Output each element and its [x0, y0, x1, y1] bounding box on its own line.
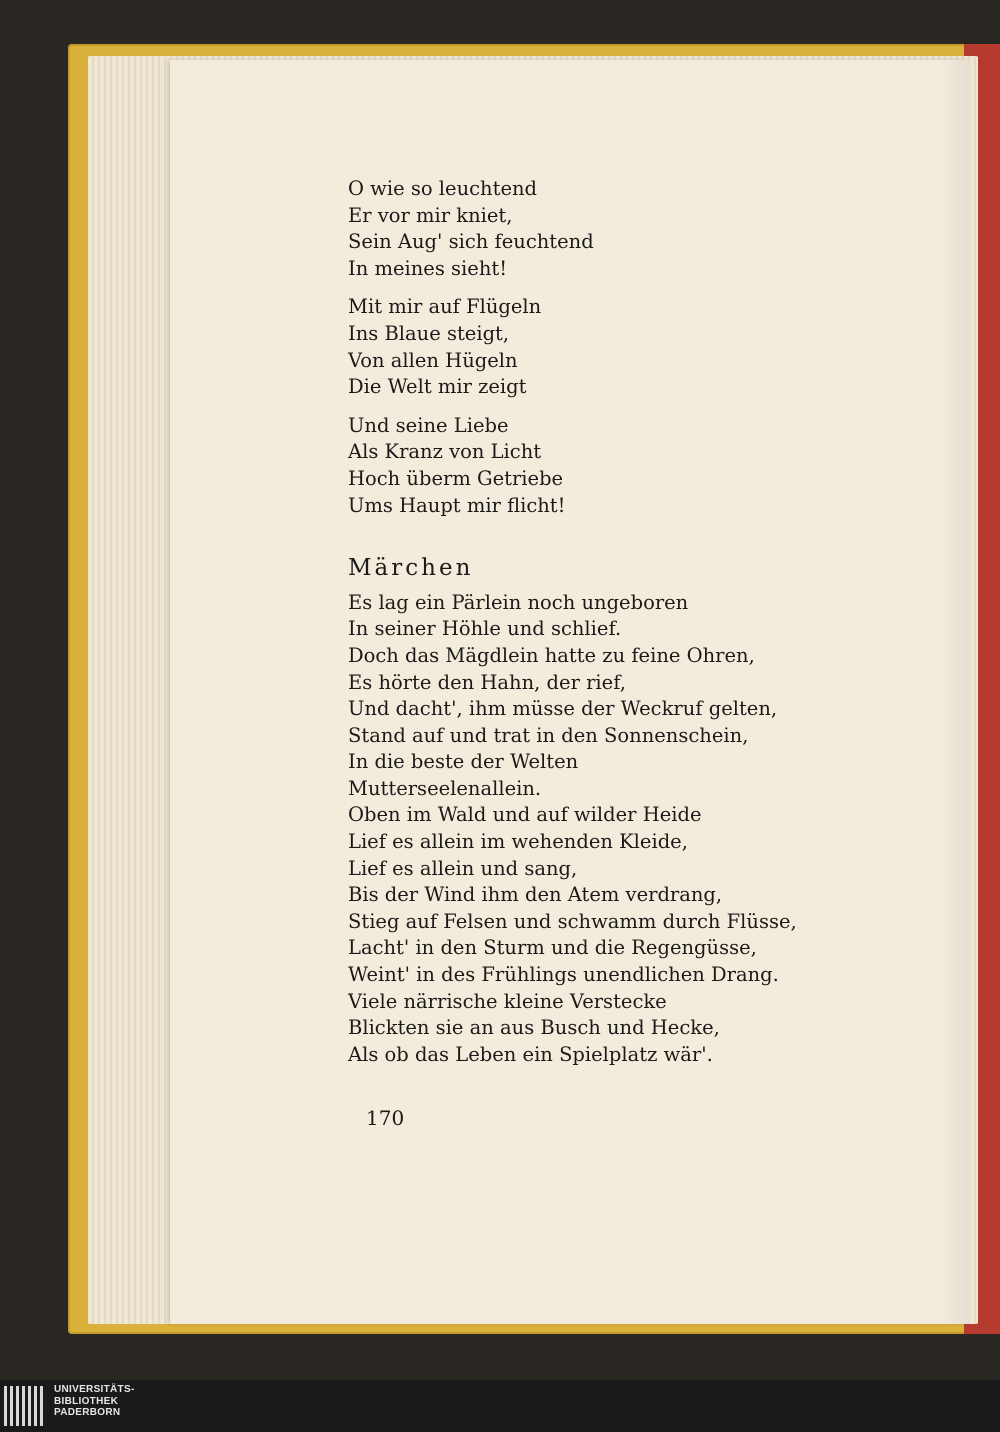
poem-line: Mit mir auf Flügeln — [348, 295, 542, 319]
poem-line: Ins Blaue steigt, — [348, 321, 510, 345]
poem-line: Bis der Wind ihm den Atem verdrang, — [348, 883, 723, 907]
poem-body — [348, 590, 797, 1069]
stanza-2 — [348, 294, 748, 400]
poem-line: O wie so leuchtend — [348, 177, 538, 200]
poem-line: Er vor mir kniet, — [348, 203, 513, 227]
poem-line: Es hörte den Hahn, der rief, — [348, 670, 626, 694]
poem-line: Es lag ein Pärlein noch ungeboren — [348, 590, 689, 614]
poem-line: Als Kranz von Licht — [348, 440, 542, 464]
poem-line: Und seine Liebe — [348, 413, 509, 437]
poem-title: Märchen — [348, 555, 474, 582]
logo-line: UNIVERSITÄTS- — [54, 1384, 135, 1395]
footer-bar — [0, 1380, 1000, 1432]
logo-line: PADERBORN — [54, 1407, 121, 1418]
library-logo-icon — [4, 1386, 48, 1426]
poem-line: Viele närrische kleine Verstecke — [348, 989, 667, 1013]
poem-line: Und dacht', ihm müsse der Weckruf gelten, — [348, 697, 778, 721]
poem-line: In seiner Höhle und schlief. — [348, 617, 622, 641]
poem-line: Als ob das Leben ein Spielplatz wär'. — [348, 1042, 713, 1066]
logo-line: BIBLIOTHEK — [54, 1395, 119, 1407]
stanza-1 — [348, 176, 748, 282]
poem-line: In die beste der Welten — [348, 750, 579, 774]
poem-line: Hoch überm Getriebe — [348, 466, 564, 490]
page-text — [348, 176, 797, 1068]
poem-line: Lacht' in den Sturm und die Regengüsse, — [348, 936, 757, 960]
poem-line: Lief es allein im wehenden Kleide, — [348, 830, 688, 854]
poem-line: Stieg auf Felsen und schwamm durch Flüsse, — [348, 909, 797, 933]
poem-line: Blickten sie an aus Busch und Hecke, — [348, 1016, 720, 1040]
poem-line: Mutterseelenallein. — [348, 776, 542, 800]
poem-line: Lief es allein und sang, — [348, 856, 578, 880]
poem-line: Von allen Hügeln — [348, 348, 518, 372]
library-logo-text — [54, 1384, 135, 1419]
poem-line: Oben im Wald und auf wilder Heide — [348, 803, 702, 827]
poem-line: Doch das Mägdlein hatte zu feine Ohren, — [348, 643, 755, 667]
poem-line: Sein Aug' sich feuchtend — [348, 230, 594, 254]
page-number: 170 — [366, 1106, 405, 1130]
stanza-3 — [348, 413, 748, 519]
poem-line: Ums Haupt mir flicht! — [348, 493, 566, 517]
poem-line: Weint' in des Frühlings unendlichen Drang. — [348, 963, 779, 987]
poem-line: In meines sieht! — [348, 256, 508, 280]
poem-line: Stand auf und trat in den Sonnenschein, — [348, 723, 749, 747]
poem-line: Die Welt mir zeigt — [348, 375, 527, 399]
